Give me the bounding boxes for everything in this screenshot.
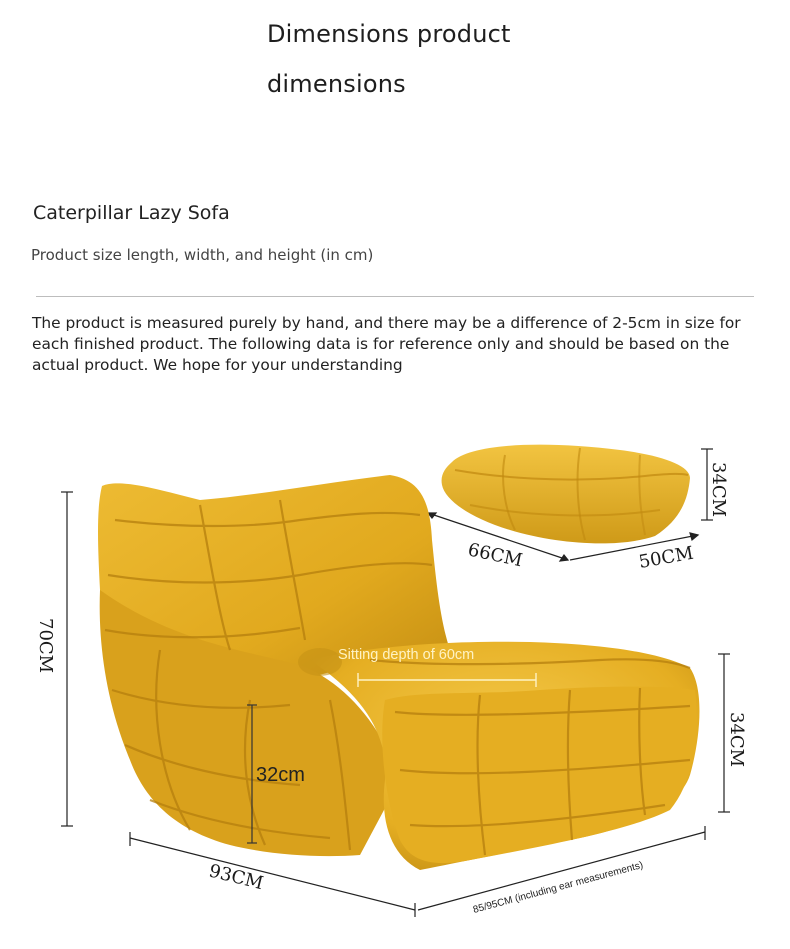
sofa-height-line	[61, 492, 73, 826]
sofa-height-label: 70CM	[35, 618, 56, 674]
front-height-label: 34CM	[726, 712, 747, 768]
product-name: Caterpillar Lazy Sofa	[33, 202, 230, 224]
page-title-line-2: dimensions	[267, 70, 406, 98]
size-note: Product size length, width, and height (in cm)	[31, 246, 374, 264]
page-title-line-1: Dimensions product	[267, 20, 511, 48]
sitting-depth-label: Sitting depth of 60cm	[338, 647, 475, 663]
sofa-width-label: 93CM	[206, 860, 266, 895]
seat-height-label: 32cm	[256, 764, 305, 786]
sofa-depth-label: 85/95CM (including ear measurements)	[471, 859, 645, 916]
ottoman-width-label: 50CM	[637, 542, 696, 573]
ottoman	[442, 445, 690, 544]
ottoman-length-label: 66CM	[465, 539, 525, 572]
disclaimer-text: The product is measured purely by hand, and there may be a difference of 2-5cm in size for each finished product. The following data is for reference only and should be based on the actual product. We hope for your understanding	[32, 314, 741, 374]
ottoman-height-label: 34CM	[708, 462, 729, 518]
